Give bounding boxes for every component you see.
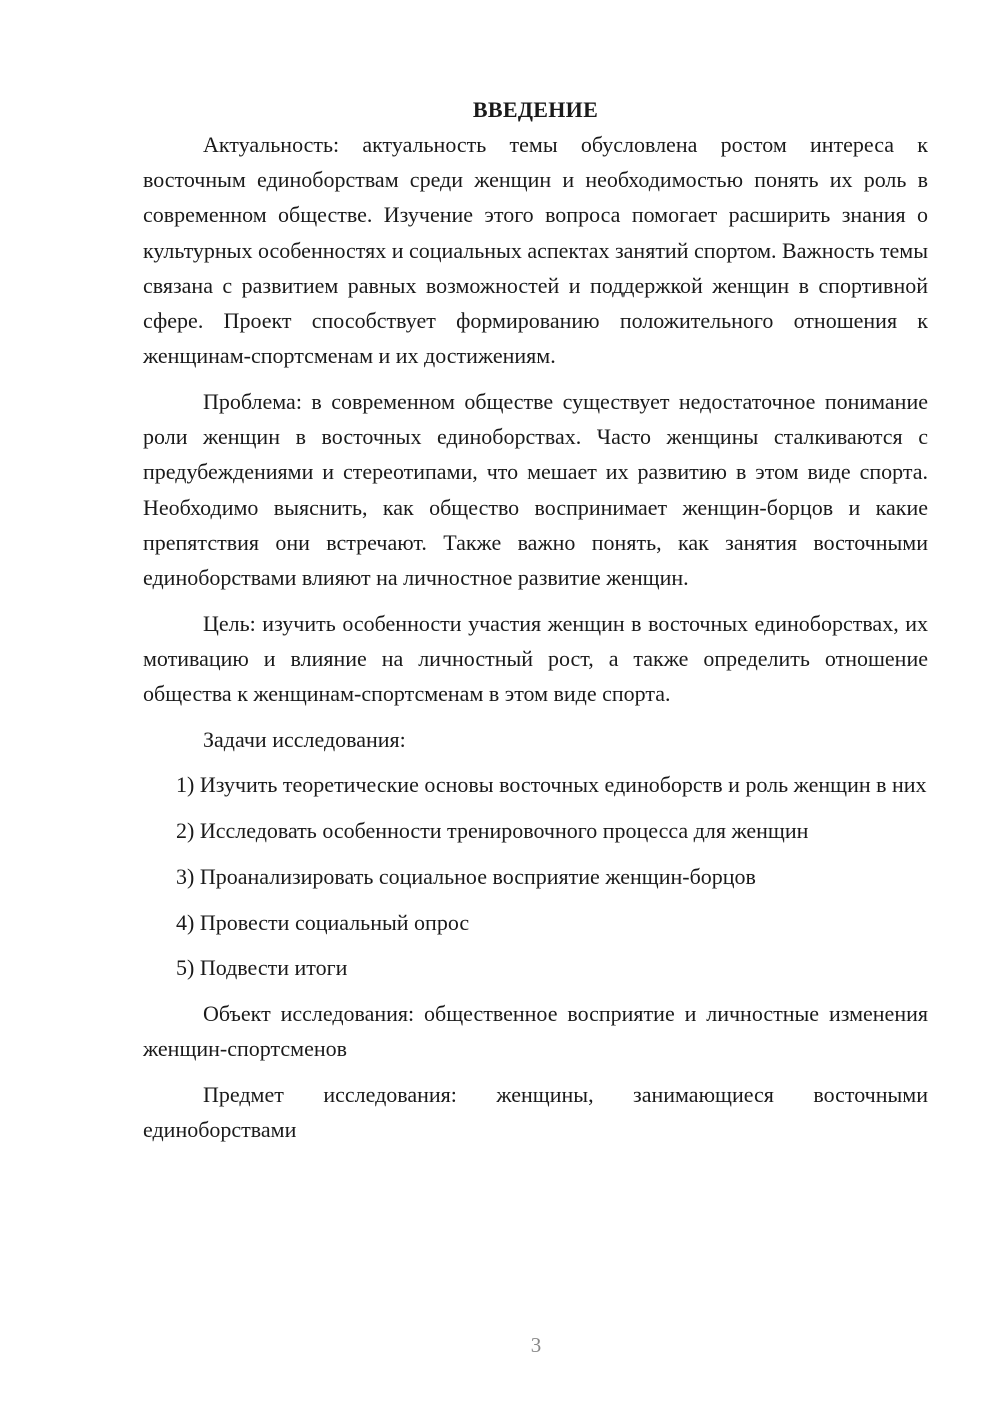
paragraph-subject: Предмет исследования: женщины, занимающиеся восточными единоборствами xyxy=(143,1081,928,1143)
paragraph-relevance: Актуальность: актуальность темы обусловлена ростом интереса к восточным единоборствам среди женщин и необходимостью понять их роль в современном обществе. Изучение этого вопроса помогает расширить знания о культурных особенностях и социальных аспектах занятий спортом. Важность темы связана с развитием равных возможностей и поддержкой женщин в спортивной сфере. Проект способствует формированию положительного отношения к женщинам-спортсменам и их достижениям. xyxy=(143,132,929,369)
task-item-3: 3) Проанализировать социальное восприятие женщин-борцов xyxy=(176,863,756,889)
task-item-5: 5) Подвести итоги xyxy=(176,955,348,981)
task-item-4: 4) Провести социальный опрос xyxy=(176,909,470,935)
task-item-1: 1) Изучить теоретические основы восточных единоборств и роль женщин в них xyxy=(176,772,927,798)
paragraph-problem: Проблема: в современном обществе существует недостаточное понимание роли женщин в восточных единоборствах. Часто женщины сталкиваются с предубеждениями и стереотипами, что мешает их развитию в этом виде спорта. Необходимо выяснить, как общество воспринимает женщин-борцов и какие препятствия они встречают. Также важно понять, как занятия восточными единоборствами влияют на личностное развитие женщин. xyxy=(143,388,928,590)
paragraph-goal: Цель: изучить особенности участия женщин в восточных единоборствах, их мотивацию и влияние на личностный рост, а также определить отношение общества к женщинам-спортсменам в этом виде спорта. xyxy=(143,610,928,707)
tasks-title: Задачи исследования: xyxy=(203,726,406,752)
task-item-2: 2) Исследовать особенности тренировочного процесса для женщин xyxy=(176,818,809,844)
document-page xyxy=(143,92,928,1147)
page-number: 3 xyxy=(530,1333,542,1357)
page-title: ВВЕДЕНИЕ xyxy=(472,97,599,122)
paragraph-object: Объект исследования: общественное восприятие и личностные изменения женщин-спортсменов xyxy=(143,1000,928,1062)
